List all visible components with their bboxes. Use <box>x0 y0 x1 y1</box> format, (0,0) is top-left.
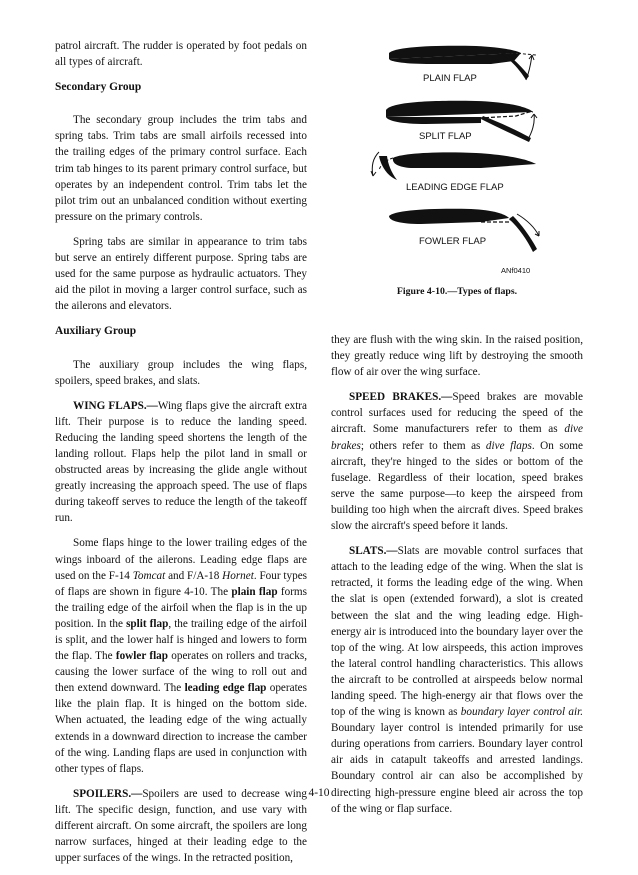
paragraph-speed-brakes <box>331 389 583 534</box>
run-in-heading: WING FLAPS.— <box>73 399 158 412</box>
text: Wing flaps give the aircraft extra lift. Their purpose is to reduce the landing speed. Reducing the landing speed shortens the length of the landing rollout. Flaps help the pilot land in small or obstructed areas by increasing the glide angle without greatly increasing the approach speed. The use of flaps during takeoff serves to reduce the length of the takeoff run. <box>55 399 307 525</box>
figure-label: SPLIT FLAP <box>419 131 472 142</box>
text: . Four types of flaps are shown in figure 4-10. The <box>55 569 308 598</box>
figure-label: FOWLER FLAP <box>419 236 487 247</box>
paragraph: The secondary group includes the trim tabs and spring tabs. Trim tabs are small airfoils recessed into the trailing edges of the primary control surface. Each trim tab hinges to its parent primary control surface, but operates by an independent control. Trim tabs let the pilot trim out an unbalanced condition without exerting pressure on the primary controls. <box>55 114 307 223</box>
run-in-heading: SLATS.— <box>349 545 398 558</box>
text: Speed brakes are movable control surfaces used for reducing the speed of the aircraft. Some manufacturers refer to them as <box>331 391 583 436</box>
bold-term: plain flap <box>231 585 278 598</box>
italic-term: Hornet <box>222 569 254 582</box>
figure-types-of-flaps <box>331 38 583 308</box>
right-column <box>331 332 583 826</box>
paragraph-wing-flaps <box>55 398 307 527</box>
paragraph-flap-types <box>55 535 307 776</box>
run-in-heading: SPEED BRAKES.— <box>349 391 453 404</box>
paragraph-slats <box>331 543 583 817</box>
bold-term: fowler flap <box>115 650 168 663</box>
bold-term: leading edge flap <box>184 682 267 695</box>
italic-term: dive flaps <box>485 439 532 452</box>
text: Boundary layer control is intended primarily for use during operations from carriers. Boundary layer control air aids in catapult takeoffs and arrested landings. Boundary control air can also be accomplished by directing high-pressure engine bleed air across the top of the wing or flap surface. <box>331 722 583 815</box>
bold-term: split flap <box>126 617 169 630</box>
italic-term: boundary layer control air. <box>460 706 583 719</box>
text: forms the trailing edge of the airfoil when the flap is in the up position. In the <box>55 585 307 630</box>
text: ; others refer to them as <box>360 439 486 452</box>
italic-term: dive brakes <box>331 423 583 452</box>
figure-id: ANf0410 <box>501 266 531 275</box>
leading-edge-flap-drawing <box>371 152 536 180</box>
paragraph: The auxiliary group includes the wing flaps, spoilers, speed brakes, and slats. <box>55 358 307 387</box>
text: Spoilers are used to decrease wing lift. The specific design, function, and use vary with different aircraft. On some aircraft, the spoilers are long narrow surfaces, hinged at their leading edge to the upper surfaces of the wings. In the retracted position, <box>55 787 307 865</box>
text: Slats are movable control surfaces that attach to the leading edge of the wing. When the slat is retracted, it forms the leading edge of the wing. When the slat is open (extended forward), a slot is created between the slat and the wing leading edge. High-energy air is introduced into the boundary layer over the top of the wing. At low airspeeds, this action improves the lateral control handling characteristics. This allows the aircraft to be controlled at airspeeds below normal landing speed. The high-energy air that flows over the top of the wing is known as <box>331 545 583 719</box>
italic-term: Tomcat <box>132 569 166 582</box>
left-column <box>55 38 307 875</box>
text: Some flaps hinge to the lower trailing edges of the wings inboard of the ailerons. Leading edge flaps are used on the F-14 <box>55 537 307 582</box>
figure-label: PLAIN FLAP <box>423 73 477 84</box>
page-number: 4-10 <box>308 787 330 799</box>
text: operates on rollers and tracks, causing the lower surface of the wing to roll out and then extend downward. The <box>55 650 308 695</box>
heading-secondary-group: Secondary Group <box>55 81 142 94</box>
paragraph: they are flush with the wing skin. In the raised position, they greatly reduce wing lift by destroying the smooth flow of air over the wing surface. <box>331 334 583 379</box>
text: , the trailing edge of the airfoil is split, and the lower half is hinged and lowers to form the flap. The <box>55 617 308 663</box>
text: and F/A-18 <box>165 569 223 582</box>
text: operates like the plain flap. It is hinged on the bottom side. When actuated, the leading edge of the wing actually extends in a downward direction to increase the camber of the wing. Landing flaps are used in conjunction with other types of flaps. <box>55 682 307 775</box>
figure-label: LEADING EDGE FLAP <box>406 182 504 193</box>
paragraph: Spring tabs are similar in appearance to trim tabs but serve an entirely different purpose. Spring tabs are used for the same purpose as hydraulic actuators. They aid the pilot in moving a larger control surface, such as the ailerons and elevators. <box>55 235 307 313</box>
text: . On some aircraft, they're hinged to the sides or bottom of the fuselage. Regardless of their location, speed brakes serve the same purpose—to keep the airspeed from building too high when the aircraft dives. Speed brakes slow the aircraft's speed before it lands. <box>331 439 583 533</box>
run-in-heading: SPOILERS.— <box>73 787 143 800</box>
heading-auxiliary-group: Auxiliary Group <box>55 325 137 338</box>
paragraph: patrol aircraft. The rudder is operated by foot pedals on all types of aircraft. <box>55 40 307 69</box>
figure-caption: Figure 4-10.—Types of flaps. <box>396 286 518 297</box>
